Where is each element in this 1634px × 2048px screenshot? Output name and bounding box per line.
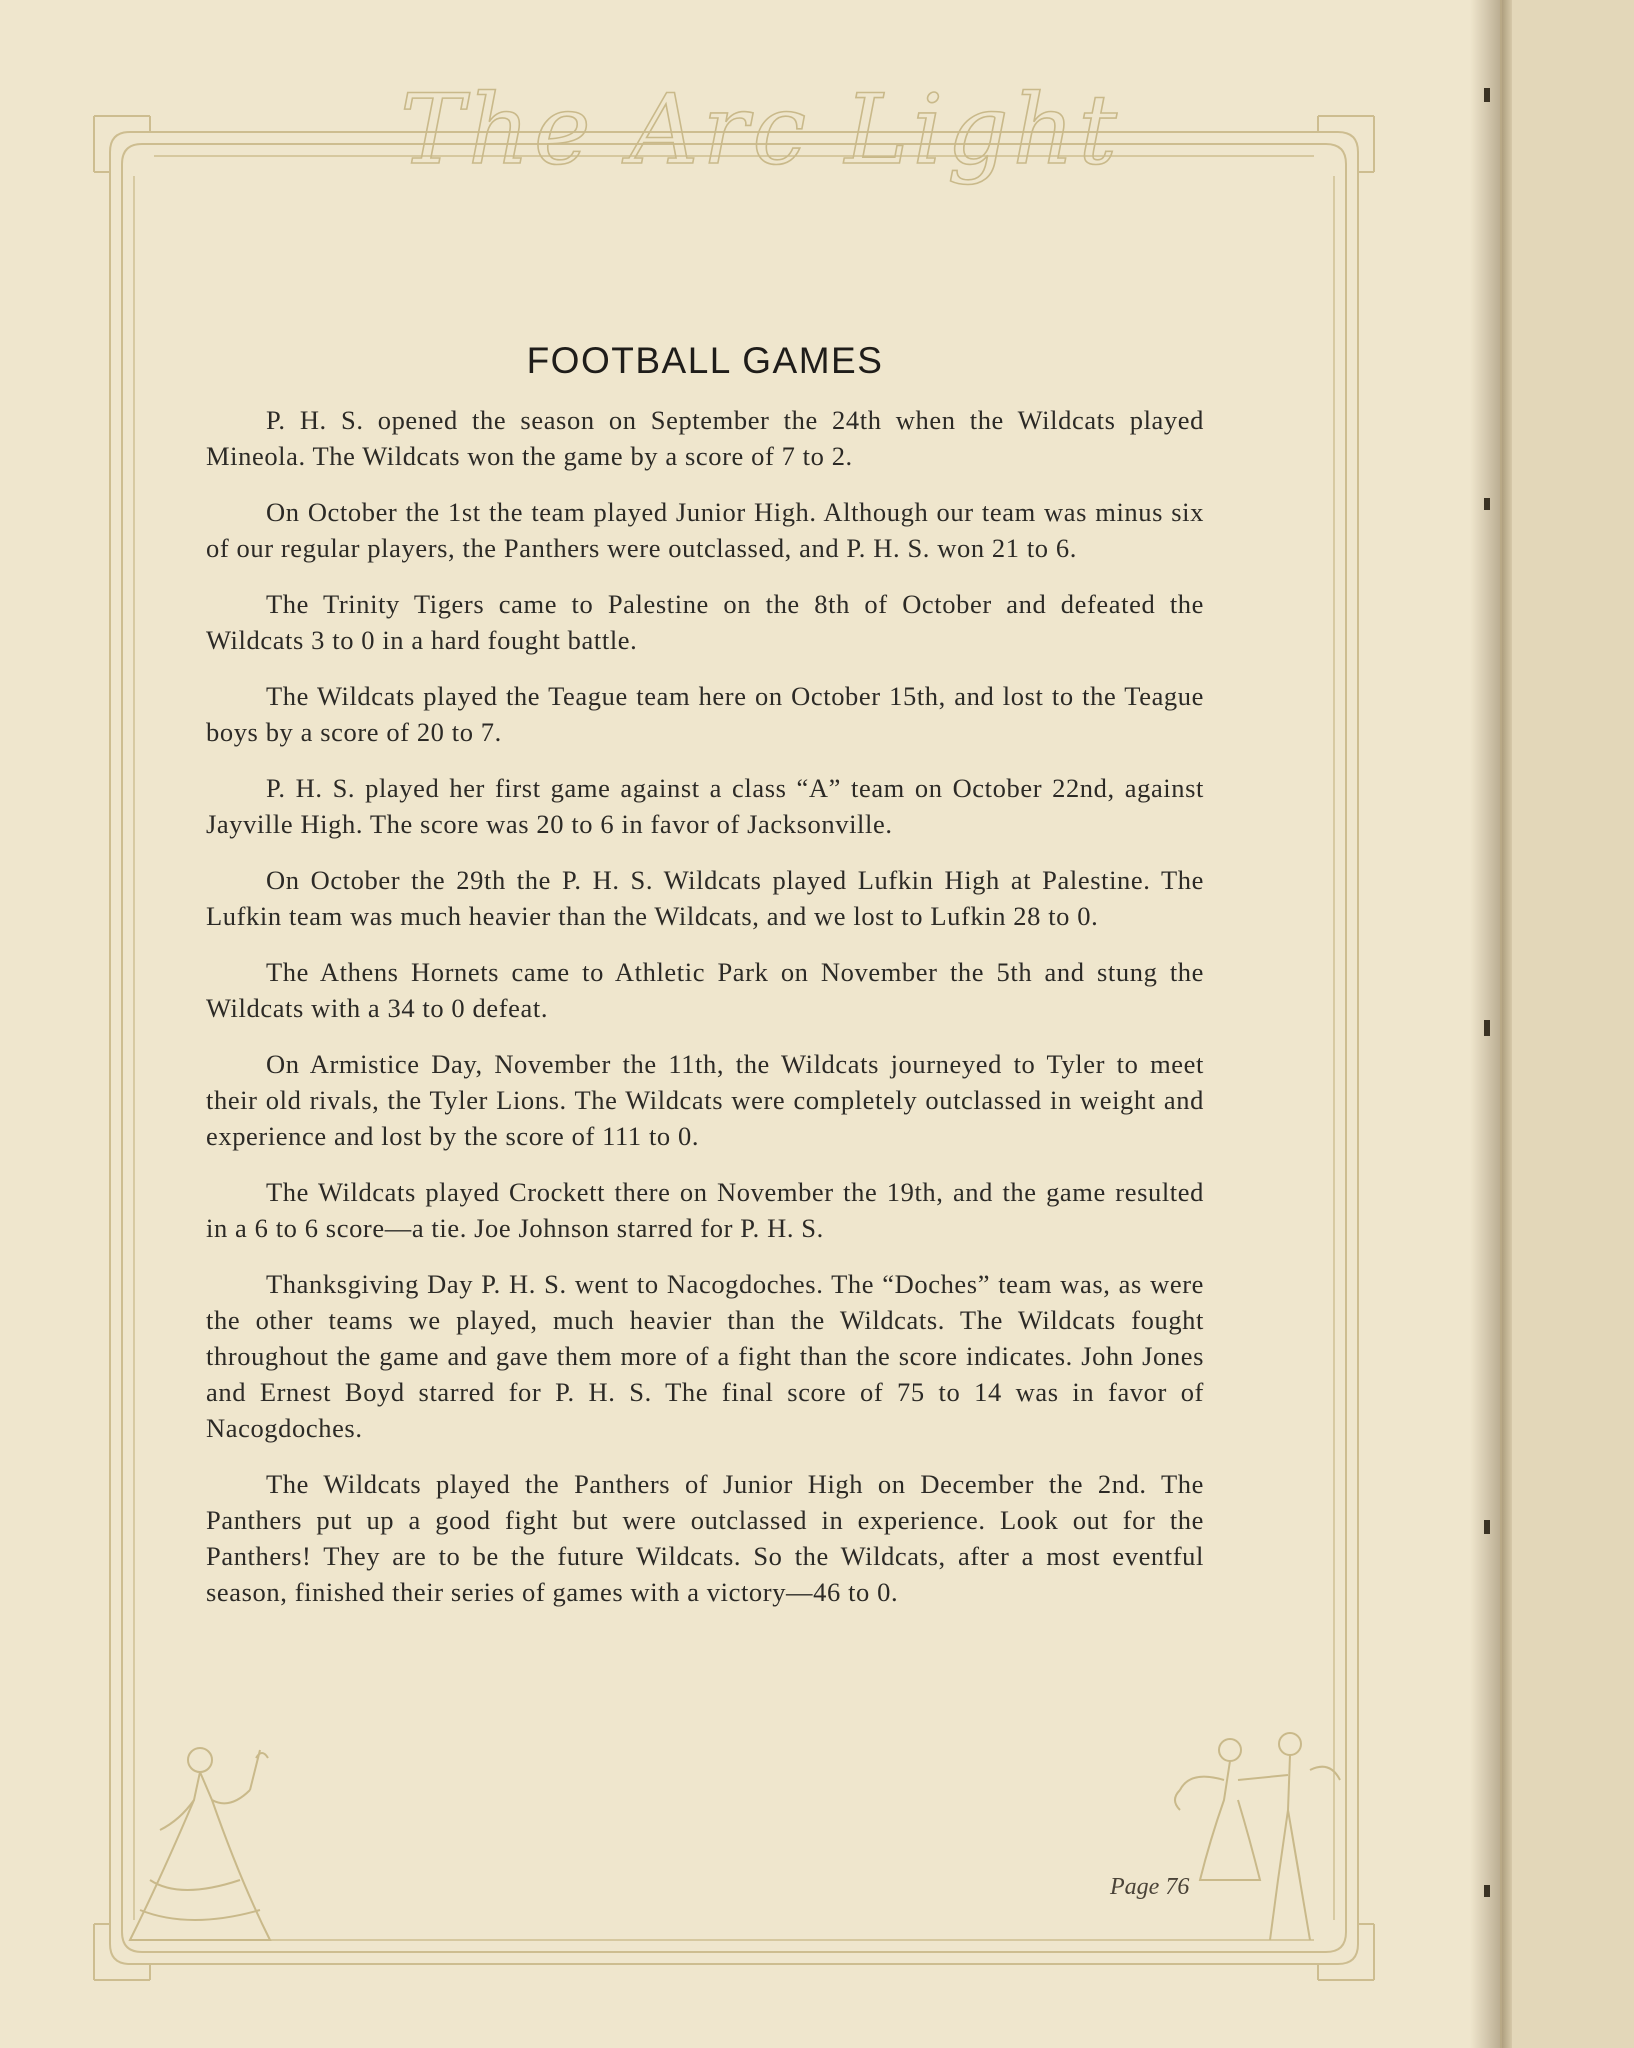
paragraph: The Athens Hornets came to Athletic Park on November the 5th and stung the Wildcats with a 34 to 0 defeat.	[206, 957, 1204, 1023]
binding-mark	[1484, 1520, 1490, 1534]
dancers-vignette-icon	[1160, 1720, 1360, 1950]
lady-vignette-icon	[120, 1730, 300, 1950]
binding-mark	[1484, 88, 1490, 102]
binding-edge	[1502, 0, 1512, 2048]
publication-header: The Arc Light	[400, 74, 1121, 186]
paragraph: P. H. S. played her first game against a class “A” team on October 22nd, against Jayville High. The score was 20 to 6 in favor of Jacksonville.	[206, 773, 1204, 839]
paragraph: P. H. S. opened the season on September the 24th when the Wildcats played Mineola. The Wildcats won the game by a score of 7 to 2.	[206, 405, 1204, 471]
paragraph: The Trinity Tigers came to Palestine on the 8th of October and defeated the Wildcats 3 to 0 in a hard fought battle.	[206, 589, 1204, 655]
paragraph: Thanksgiving Day P. H. S. went to Nacogdoches. The “Doches” team was, as were the other teams we played, much heavier than the Wildcats. The Wildcats fought throughout the game and gave them more of a fight than the score indicates. John Jones and Ernest Boyd starred for P. H. S. The final score of 75 to 14 was in favor of Nacogdoches.	[206, 1269, 1204, 1443]
paragraph: On October the 29th the P. H. S. Wildcats played Lufkin High at Palestine. The Lufkin team was much heavier than the Wildcats, and we lost to Lufkin 28 to 0.	[206, 865, 1204, 931]
binding-mark	[1484, 498, 1490, 510]
adjacent-page-edge	[1500, 0, 1634, 2048]
paragraph: The Wildcats played Crockett there on November the 19th, and the game resulted in a 6 to 6 score—a tie. Joe Johnson starred for P. H. S.	[206, 1177, 1204, 1243]
paragraph: On Armistice Day, November the 11th, the Wildcats journeyed to Tyler to meet their old rivals, the Tyler Lions. The Wildcats were completely outclassed in weight and experience and lost by the score of 111 to 0.	[206, 1049, 1204, 1151]
article	[206, 340, 1204, 1630]
paragraph: The Wildcats played the Teague team here on October 15th, and lost to the Teague boys by a score of 20 to 7.	[206, 681, 1204, 747]
page-number: Page 76	[1110, 1874, 1190, 1900]
binding-mark	[1484, 1885, 1490, 1897]
article-title: FOOTBALL GAMES	[526, 340, 884, 381]
paragraph: The Wildcats played the Panthers of Junior High on December the 2nd. The Panthers put up a good fight but were outclassed in experience. Look out for the Panthers! They are to be the future Wildcats. So the Wildcats, after a most eventful season, finished their series of games with a victory—46 to 0.	[206, 1469, 1204, 1607]
paragraph: On October the 1st the team played Junior High. Although our team was minus six of our regular players, the Panthers were outclassed, and P. H. S. won 21 to 6.	[206, 497, 1204, 563]
binding-mark	[1484, 1020, 1490, 1036]
